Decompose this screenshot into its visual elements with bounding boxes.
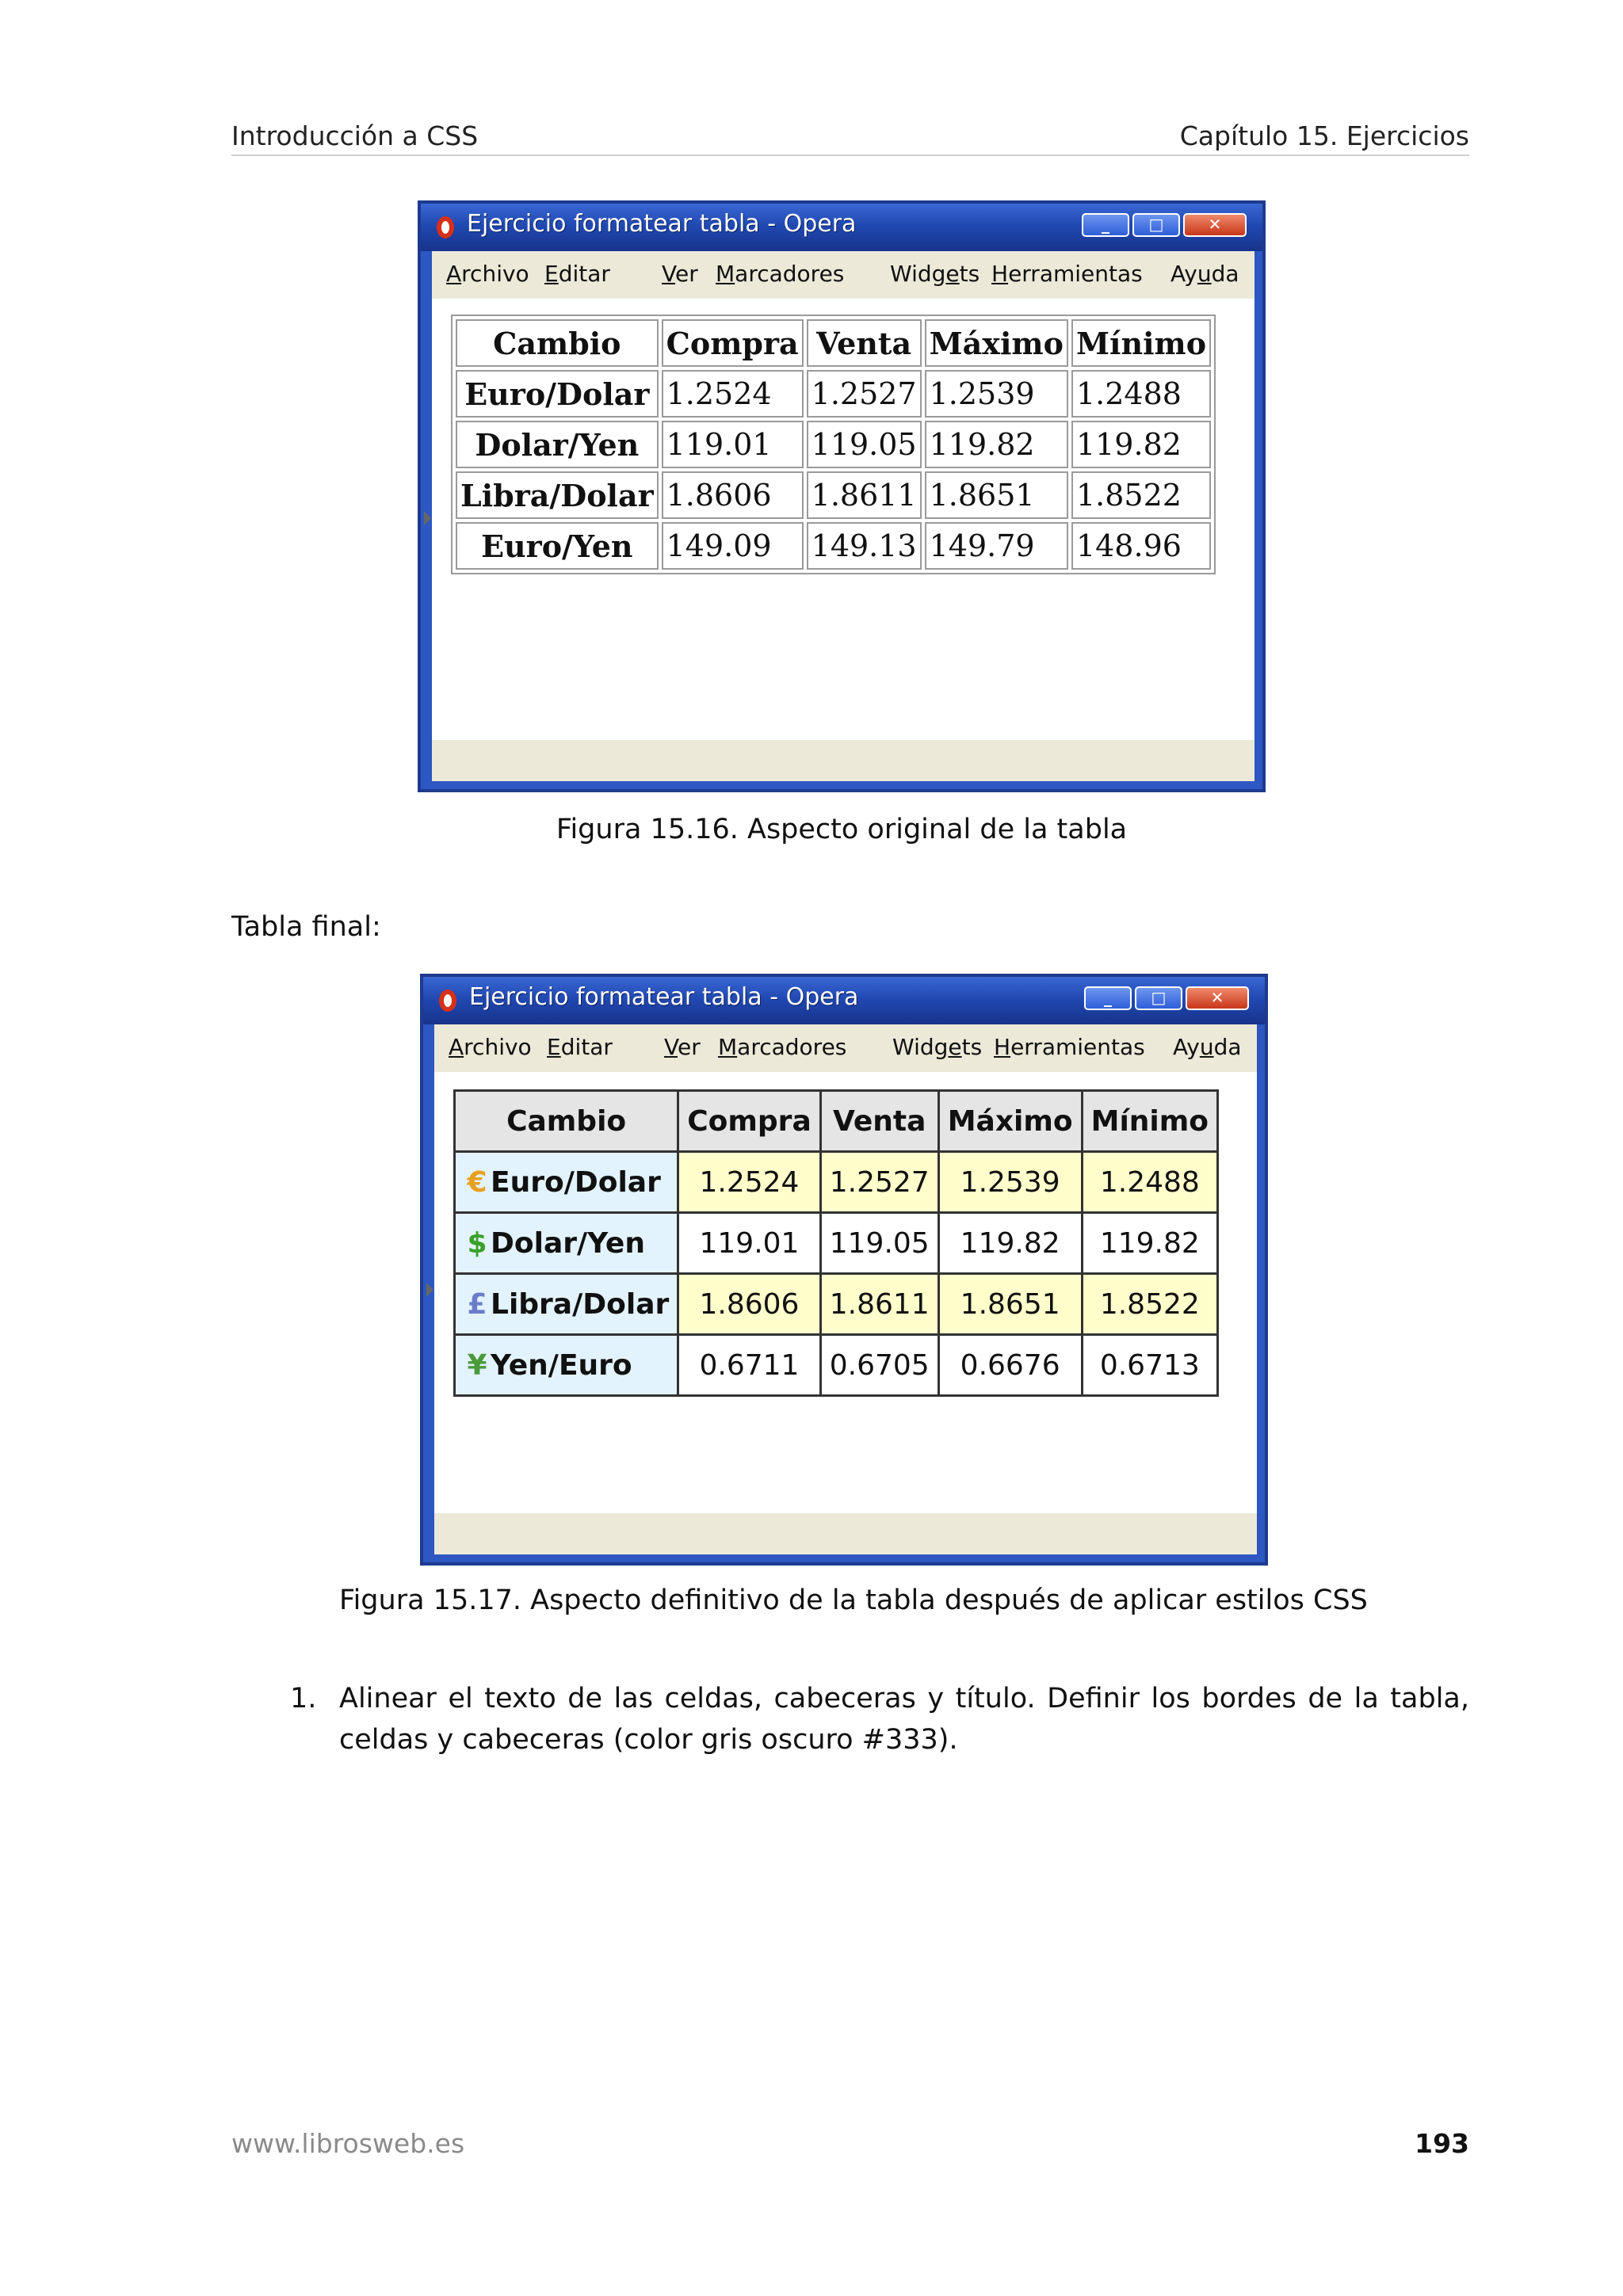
menu-item-0[interactable] — [446, 261, 529, 287]
minimize-button[interactable]: _ — [1082, 213, 1129, 237]
table-cell: 1.2539 — [938, 1152, 1082, 1213]
menu-label-rest: ts — [959, 261, 980, 287]
menu-accesskey: M — [716, 261, 735, 287]
currency-icon: £ — [467, 1287, 487, 1321]
table-cell: 119.01 — [678, 1213, 820, 1274]
table-cell: 0.6676 — [938, 1335, 1082, 1396]
title-bar — [423, 977, 1265, 1024]
menu-accesskey: V — [662, 261, 675, 287]
menu-label-rest: ditar — [558, 261, 610, 287]
table-cell: 119.05 — [820, 1213, 938, 1274]
menu-label-rest: ditar — [560, 1034, 613, 1060]
window-title: Ejercicio formatear tabla - Opera — [467, 210, 857, 238]
page-viewport — [432, 299, 1254, 740]
table-cell: 0.6705 — [820, 1335, 938, 1396]
table-cell: 119.01 — [662, 421, 804, 468]
browser-window-final — [420, 974, 1268, 1566]
maximize-button[interactable]: □ — [1132, 213, 1180, 237]
row-label: Dolar/Yen — [491, 1226, 645, 1260]
menu-label-rest: erramientas — [1010, 1034, 1145, 1060]
menu-accesskey: V — [664, 1034, 678, 1060]
menu-label-rest: ts — [961, 1034, 983, 1060]
menu-item-1[interactable] — [547, 1034, 613, 1060]
menu-item-6[interactable] — [1173, 1034, 1242, 1060]
table-cell: 148.96 — [1071, 522, 1211, 570]
table-row — [455, 1335, 1218, 1396]
table-cell: 119.82 — [1071, 421, 1211, 468]
menu-item-3[interactable] — [716, 261, 844, 287]
menu-item-2[interactable] — [662, 261, 698, 287]
menu-label-rest: er — [674, 261, 698, 287]
row-header — [455, 1152, 678, 1213]
menu-item-3[interactable] — [718, 1034, 846, 1060]
row-label: Libra/Dolar — [460, 477, 654, 513]
menu-item-1[interactable] — [544, 261, 610, 287]
row-header — [456, 471, 659, 519]
table-cell: 1.8606 — [662, 471, 804, 519]
title-bar — [421, 204, 1262, 251]
currency-icon: ¥ — [467, 1348, 487, 1382]
table-cell: 1.8611 — [807, 471, 922, 519]
table-cell: 0.6711 — [678, 1335, 820, 1396]
menu-accesskey: e — [948, 1034, 962, 1060]
menu-item-0[interactable] — [449, 1034, 532, 1060]
running-header-chapter: Capítulo 15. Ejercicios — [1179, 120, 1469, 151]
exchange-table-final — [453, 1089, 1219, 1397]
menu-label-rest: erramientas — [1008, 261, 1143, 287]
menu-accesskey: E — [544, 261, 559, 287]
page-number: 193 — [1415, 2128, 1469, 2159]
column-header: Máximo — [925, 319, 1068, 367]
row-header — [455, 1274, 678, 1335]
currency-icon: € — [467, 1165, 487, 1199]
exercise-text: Alinear el texto de las celdas, cabeceras y título. Definir los bordes de la tabla, celdas y cabeceras (color gris oscuro #333). — [339, 1683, 1469, 1756]
menu-label-prefix: Ay — [1173, 1034, 1200, 1060]
minimize-button[interactable]: _ — [1084, 986, 1132, 1010]
row-header — [455, 1213, 678, 1274]
page-viewport — [434, 1072, 1257, 1513]
menu-accesskey: e — [945, 261, 960, 287]
table-row — [455, 1274, 1218, 1335]
currency-icon: $ — [467, 1226, 487, 1260]
close-button[interactable]: ✕ — [1183, 213, 1247, 237]
table-cell: 1.2527 — [807, 370, 922, 418]
browser-window-original — [418, 200, 1266, 792]
row-label: Euro/Dolar — [464, 376, 650, 412]
menu-bar — [432, 251, 1254, 299]
menu-accesskey: M — [718, 1034, 738, 1060]
table-cell: 1.2488 — [1071, 370, 1211, 418]
row-header — [456, 370, 659, 418]
table-header-row — [455, 1091, 1218, 1152]
menu-item-2[interactable] — [664, 1034, 701, 1060]
close-button[interactable]: ✕ — [1186, 986, 1249, 1010]
column-header: Venta — [807, 319, 922, 367]
table-row — [455, 1213, 1218, 1274]
column-header: Máximo — [938, 1091, 1082, 1152]
table-row — [456, 370, 1211, 418]
table-cell: 119.82 — [1082, 1213, 1217, 1274]
table-row — [456, 471, 1211, 519]
table-cell: 1.2524 — [678, 1152, 820, 1213]
figure-2-caption: Figura 15.17. Aspecto definitivo de la tabla después de aplicar estilos CSS — [339, 1585, 1368, 1616]
opera-logo-icon — [439, 990, 456, 1012]
row-label: Euro/Dolar — [491, 1165, 661, 1199]
menu-label-rest: arcadores — [737, 1034, 847, 1060]
menu-label-rest: rchivo — [461, 261, 529, 287]
table-row — [456, 421, 1211, 468]
menu-item-5[interactable] — [991, 261, 1143, 287]
table-cell: 1.2488 — [1082, 1152, 1217, 1213]
menu-label-rest: da — [1213, 1034, 1242, 1060]
menu-label-prefix: Widg — [892, 1034, 949, 1060]
table-cell: 1.8611 — [820, 1274, 938, 1335]
table-cell: 1.2527 — [820, 1152, 938, 1213]
figure-1-caption: Figura 15.16. Aspecto original de la tabla — [556, 814, 1128, 845]
table-cell: 119.05 — [807, 421, 922, 468]
menu-item-5[interactable] — [994, 1034, 1145, 1060]
table-cell: 149.13 — [807, 522, 922, 570]
table-row — [455, 1152, 1218, 1213]
table-cell: 1.2524 — [662, 370, 804, 418]
table-cell: 149.79 — [925, 522, 1068, 570]
footer-url: www.librosweb.es — [231, 2128, 465, 2159]
exercise-number: 1. — [290, 1683, 317, 1714]
table-cell: 1.8606 — [678, 1274, 820, 1335]
menu-item-4[interactable] — [890, 261, 980, 287]
table-cell: 1.2539 — [925, 370, 1068, 418]
menu-accesskey: u — [1197, 261, 1212, 287]
menu-accesskey: A — [446, 261, 462, 287]
status-bar — [434, 1513, 1257, 1554]
menu-label-rest: rchivo — [464, 1034, 532, 1060]
menu-item-4[interactable] — [892, 1034, 982, 1060]
row-label: Libra/Dolar — [491, 1287, 670, 1321]
table-cell: 0.6713 — [1082, 1335, 1217, 1396]
intro-text: Tabla final: — [231, 911, 381, 943]
column-header: Cambio — [455, 1091, 678, 1152]
menu-accesskey: H — [994, 1034, 1011, 1060]
menu-label-prefix: Widg — [890, 261, 946, 287]
table-header-row — [456, 319, 1211, 367]
menu-label-rest: da — [1211, 261, 1239, 287]
table-cell: 1.8522 — [1071, 471, 1211, 519]
window-title: Ejercicio formatear tabla - Opera — [469, 983, 859, 1011]
opera-logo-icon — [437, 216, 454, 238]
menu-label-rest: arcadores — [735, 261, 845, 287]
status-bar — [432, 740, 1254, 781]
menu-bar — [434, 1024, 1257, 1072]
menu-item-6[interactable] — [1170, 261, 1239, 287]
row-label: Dolar/Yen — [475, 426, 640, 463]
menu-accesskey: u — [1199, 1034, 1214, 1060]
running-header-title: Introducción a CSS — [231, 120, 479, 151]
menu-accesskey: H — [991, 261, 1009, 287]
row-label: Yen/Euro — [491, 1348, 632, 1382]
table-cell: 1.8651 — [938, 1274, 1082, 1335]
row-header — [456, 421, 659, 468]
column-header: Mínimo — [1082, 1091, 1217, 1152]
table-row — [456, 522, 1211, 570]
side-panel-arrow-icon[interactable] — [426, 1283, 433, 1297]
menu-accesskey: A — [449, 1034, 464, 1060]
column-header: Mínimo — [1071, 319, 1211, 367]
table-cell: 149.09 — [662, 522, 804, 570]
menu-label-prefix: Ay — [1170, 261, 1197, 287]
table-cell: 119.82 — [925, 421, 1068, 468]
column-header: Venta — [820, 1091, 938, 1152]
table-cell: 1.8522 — [1082, 1274, 1217, 1335]
row-header — [456, 522, 659, 570]
header-rule — [231, 154, 1469, 156]
side-panel-arrow-icon[interactable] — [424, 511, 431, 525]
row-header — [455, 1335, 678, 1396]
column-header: Cambio — [456, 319, 659, 367]
column-header: Compra — [678, 1091, 820, 1152]
row-label: Euro/Yen — [481, 528, 633, 564]
column-header: Compra — [662, 319, 804, 367]
menu-label-rest: er — [677, 1034, 701, 1060]
maximize-button[interactable]: □ — [1135, 986, 1182, 1010]
menu-accesskey: E — [547, 1034, 561, 1060]
table-cell: 119.82 — [938, 1213, 1082, 1274]
exchange-table-original — [451, 315, 1216, 574]
table-cell: 1.8651 — [925, 471, 1068, 519]
